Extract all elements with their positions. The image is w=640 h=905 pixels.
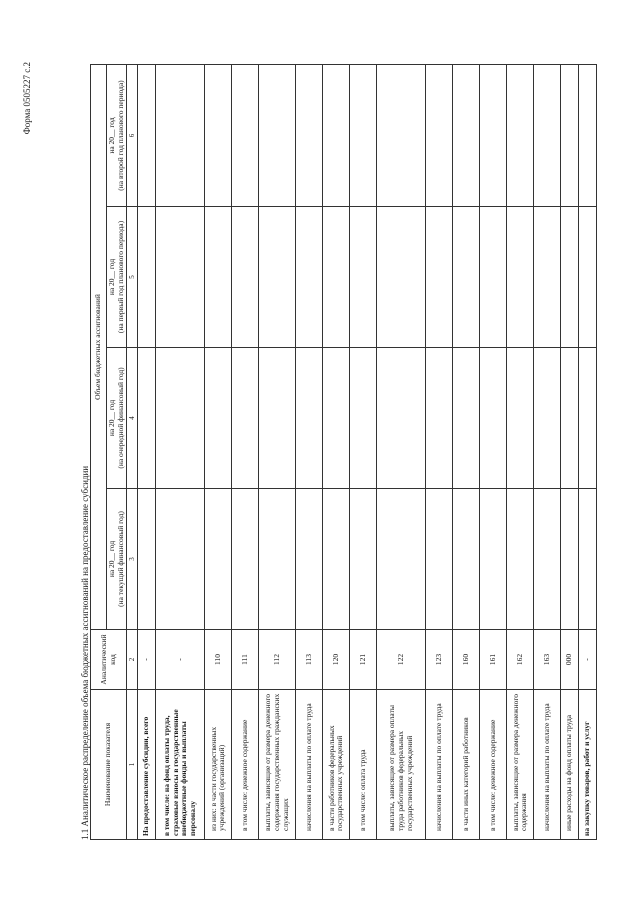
row-code: -	[579, 630, 597, 690]
row-code: 000	[561, 630, 579, 690]
value-cell	[156, 489, 205, 630]
value-cell	[561, 65, 579, 207]
column-number: 2	[127, 630, 138, 690]
table-row	[579, 65, 597, 840]
form-number: Форма 0505227 с.2	[22, 62, 32, 135]
year-next-note: (на очередной финансовый год)	[115, 367, 125, 469]
row-name: На предоставление субсидии, всего	[138, 690, 156, 840]
year-second-label: на 20__ год	[107, 117, 116, 154]
table-row	[323, 65, 350, 840]
value-cell	[377, 65, 426, 207]
year-first-note: (на первый год планового периода)	[115, 220, 125, 334]
row-name: в том числе: оплата труда	[350, 690, 377, 840]
year-second-note: (на второй год планового периода)	[115, 80, 125, 191]
value-cell	[480, 207, 507, 348]
value-cell	[350, 207, 377, 348]
column-number: 4	[127, 348, 138, 489]
value-cell	[323, 207, 350, 348]
header-year-second	[107, 65, 127, 207]
value-cell	[138, 207, 156, 348]
value-cell	[156, 207, 205, 348]
table-row	[259, 65, 296, 840]
value-cell	[323, 65, 350, 207]
value-cell	[561, 207, 579, 348]
row-code: 122	[377, 630, 426, 690]
value-cell	[232, 207, 259, 348]
row-name: в части иных категорий работников	[453, 690, 480, 840]
row-code: 111	[232, 630, 259, 690]
row-code: -	[138, 630, 156, 690]
value-cell	[534, 489, 561, 630]
value-cell	[561, 348, 579, 489]
row-name: начисления на выплаты по оплате труда	[426, 690, 453, 840]
table-row	[453, 65, 480, 840]
row-name: начисления на выплаты по оплате труда	[296, 690, 323, 840]
value-cell	[259, 348, 296, 489]
table-row	[350, 65, 377, 840]
value-cell	[579, 348, 597, 489]
value-cell	[232, 65, 259, 207]
row-code: 163	[534, 630, 561, 690]
row-code: -	[156, 630, 205, 690]
row-name: выплаты, зависящие от размера оплаты труда работников федеральных государственных учреждений	[377, 690, 426, 840]
allocation-table	[90, 64, 597, 840]
table-row	[480, 65, 507, 840]
table-row	[534, 65, 561, 840]
row-name: в том числе: денежное содержание	[480, 690, 507, 840]
value-cell	[205, 207, 232, 348]
value-cell	[296, 207, 323, 348]
row-name: в части работников федеральных государственных учреждений	[323, 690, 350, 840]
table-row	[296, 65, 323, 840]
header-year-current	[107, 489, 127, 630]
row-name: в том числе: на фонд оплаты труда, страховые взносы в государственные внебюджетные фонды и выплаты персоналу	[156, 690, 205, 840]
value-cell	[323, 348, 350, 489]
value-cell	[453, 65, 480, 207]
column-number: 5	[127, 207, 138, 348]
year-current-note: (на текущий финансовый год)	[115, 511, 125, 607]
value-cell	[259, 65, 296, 207]
header-volume: Объем бюджетных ассигнований	[91, 65, 107, 630]
row-code: 120	[323, 630, 350, 690]
value-cell	[296, 348, 323, 489]
table-row	[156, 65, 205, 840]
value-cell	[232, 489, 259, 630]
column-number: 3	[127, 489, 138, 630]
value-cell	[205, 65, 232, 207]
value-cell	[480, 348, 507, 489]
value-cell	[579, 489, 597, 630]
value-cell	[350, 65, 377, 207]
section-title: 1.1 Аналитическое распределение объема бюджетных ассигнований на предоставление субсидии	[80, 465, 90, 840]
value-cell	[561, 489, 579, 630]
row-name: из них: в части государственных учреждений (организаций)	[205, 690, 232, 840]
value-cell	[453, 489, 480, 630]
value-cell	[480, 489, 507, 630]
value-cell	[138, 348, 156, 489]
value-cell	[534, 348, 561, 489]
value-cell	[377, 348, 426, 489]
header-name: Наименование показателя	[91, 690, 127, 840]
column-number: 6	[127, 65, 138, 207]
row-code: 161	[480, 630, 507, 690]
value-cell	[453, 348, 480, 489]
table-row	[507, 65, 534, 840]
row-code: 123	[426, 630, 453, 690]
table-row	[426, 65, 453, 840]
table-row	[138, 65, 156, 840]
row-name: начисления на выплаты по оплате труда	[534, 690, 561, 840]
value-cell	[259, 207, 296, 348]
value-cell	[507, 207, 534, 348]
header-code: Аналитический код	[91, 630, 127, 690]
column-number-row	[127, 65, 138, 840]
value-cell	[350, 348, 377, 489]
value-cell	[426, 489, 453, 630]
value-cell	[426, 65, 453, 207]
year-first-label: на 20__ год	[107, 258, 116, 296]
value-cell	[579, 207, 597, 348]
row-name: выплаты, зависящие от размера денежного содержания государственных гражданских служащих	[259, 690, 296, 840]
row-name: на закупку товаров, работ и услуг	[579, 690, 597, 840]
value-cell	[350, 489, 377, 630]
value-cell	[377, 207, 426, 348]
column-number: 1	[127, 690, 138, 840]
row-code: 160	[453, 630, 480, 690]
header-year-next	[107, 348, 127, 489]
value-cell	[296, 489, 323, 630]
row-code: 121	[350, 630, 377, 690]
table-row	[377, 65, 426, 840]
row-name: в том числе: денежное содержание	[232, 690, 259, 840]
value-cell	[507, 348, 534, 489]
row-code: 110	[205, 630, 232, 690]
row-code: 112	[259, 630, 296, 690]
year-current-label: на 20__ год	[107, 540, 116, 578]
value-cell	[156, 348, 205, 489]
value-cell	[296, 65, 323, 207]
value-cell	[205, 348, 232, 489]
row-name: иные расходы на фонд оплаты труда	[561, 690, 579, 840]
row-code: 162	[507, 630, 534, 690]
value-cell	[453, 207, 480, 348]
value-cell	[205, 489, 232, 630]
table-row	[232, 65, 259, 840]
value-cell	[480, 65, 507, 207]
value-cell	[426, 207, 453, 348]
value-cell	[534, 207, 561, 348]
value-cell	[579, 65, 597, 207]
value-cell	[377, 489, 426, 630]
table-row	[561, 65, 579, 840]
value-cell	[156, 65, 205, 207]
value-cell	[534, 65, 561, 207]
value-cell	[138, 65, 156, 207]
value-cell	[507, 65, 534, 207]
row-code: 113	[296, 630, 323, 690]
table-row	[205, 65, 232, 840]
value-cell	[232, 348, 259, 489]
value-cell	[426, 348, 453, 489]
value-cell	[138, 489, 156, 630]
year-next-label: на 20__ год	[107, 399, 116, 437]
value-cell	[259, 489, 296, 630]
row-name: выплаты, зависящие от размера денежного содержания	[507, 690, 534, 840]
value-cell	[323, 489, 350, 630]
header-year-first	[107, 207, 127, 348]
value-cell	[507, 489, 534, 630]
